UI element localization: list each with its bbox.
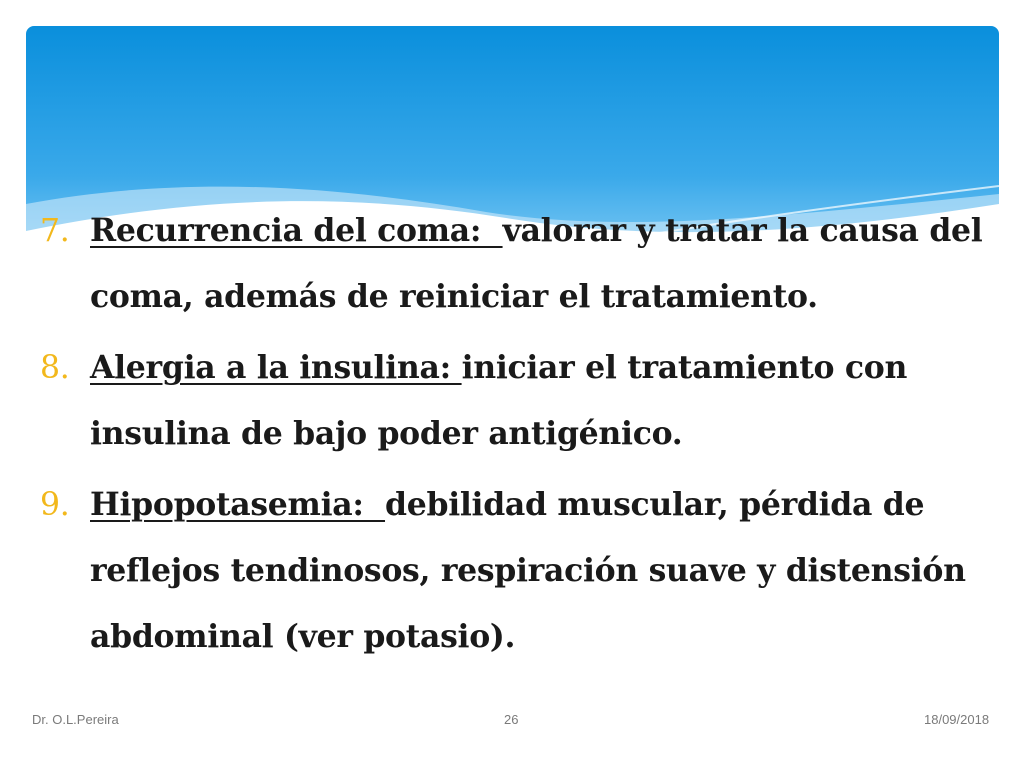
- item-text: valorar y tratar la causa del coma, además de reiniciar el tratamiento.: [90, 212, 983, 315]
- item-text: iniciar el tratamiento con insulina de bajo poder antigénico.: [90, 349, 908, 452]
- item-term: Hipopotasemia:: [90, 486, 386, 523]
- list-item-8: [36, 335, 986, 467]
- list-item-9: [36, 472, 986, 670]
- item-term: Alergia a la insulina:: [90, 349, 462, 386]
- item-term: Recurrencia del coma:: [90, 212, 503, 249]
- slide-body: [36, 198, 986, 675]
- footer-page-number: 26: [504, 712, 519, 727]
- item-number: 7.: [40, 213, 70, 249]
- footer-date: 18/09/2018: [924, 712, 990, 727]
- list-item-7: [36, 198, 986, 330]
- footer-author: Dr. O.L.Pereira: [32, 712, 119, 727]
- item-text: debilidad muscular, pérdida de reflejos tendinosos, respiración suave y distensión abdominal (ver potasio).: [90, 486, 966, 655]
- item-number: 8.: [40, 350, 70, 386]
- item-number: 9.: [40, 487, 70, 523]
